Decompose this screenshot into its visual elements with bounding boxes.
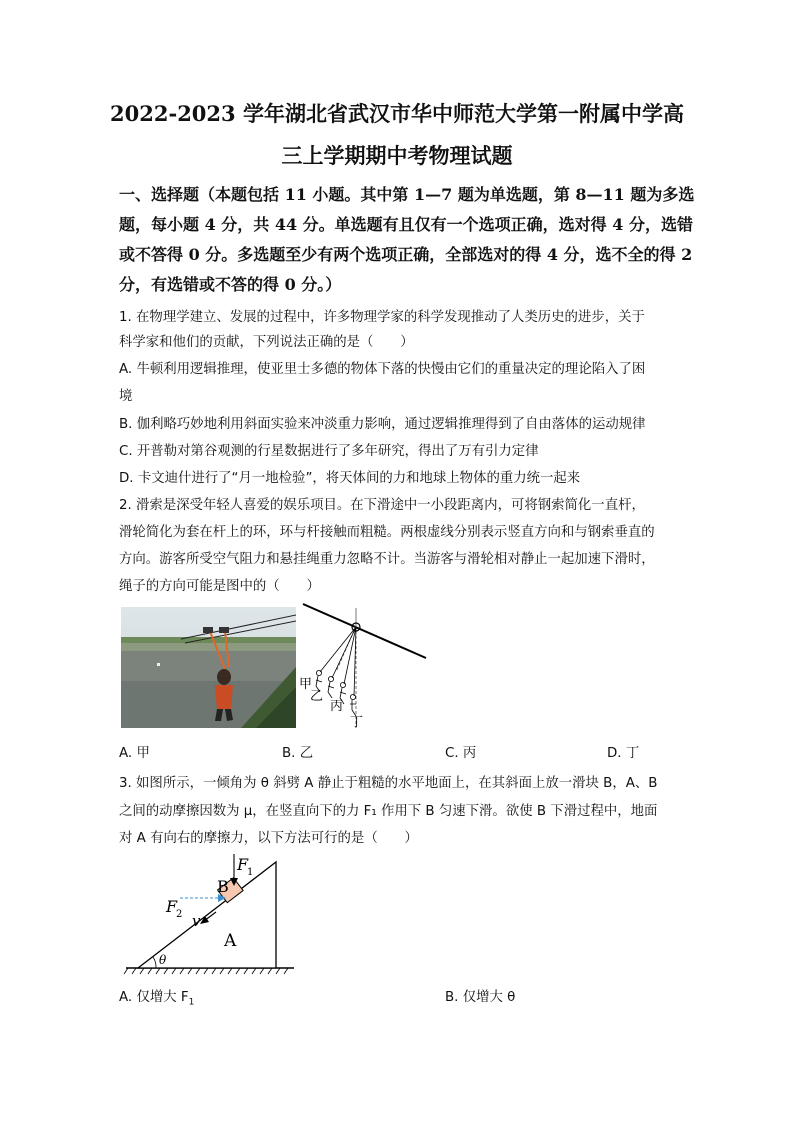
section-heading-line4: 分，有选错或不答的得 0 分。） bbox=[119, 275, 342, 294]
q1-option-c: C. 开普勒对第谷观测的行星数据进行了多年研究，得出了万有引力定律 bbox=[119, 444, 539, 459]
label-v: v bbox=[192, 912, 201, 930]
label-jia: 甲 bbox=[299, 677, 313, 692]
q2-option-b: B. 乙 bbox=[282, 746, 314, 761]
q3-option-b: B. 仅增大 θ bbox=[445, 990, 516, 1005]
q2-stem-line4: 绳子的方向可能是图中的（ ） bbox=[119, 579, 320, 594]
incline-diagram bbox=[120, 850, 300, 978]
q1-option-b: B. 伽利略巧妙地利用斜面实验来冲淡重力影响，通过逻辑推理得到了自由落体的运动规律 bbox=[119, 417, 646, 432]
q1-option-a-line2: 境 bbox=[119, 389, 133, 404]
section-heading-line2: 题，每小题 4 分，共 44 分。单选题有且仅有一个选项正确，选对得 4 分，选错 bbox=[119, 215, 693, 234]
q3-option-a bbox=[119, 986, 194, 1008]
q1-option-a-line1: A. 牛顿利用逻辑推理，使亚里士多德的物体下落的快慢由它们的重量决定的理论陷入了困 bbox=[119, 362, 646, 377]
q2-option-d: D. 丁 bbox=[607, 746, 640, 761]
label-f1: F bbox=[237, 855, 249, 874]
q2-option-c: C. 丙 bbox=[445, 746, 477, 761]
q1-stem-line2: 科学家和他们的贡献，下列说法正确的是（ ） bbox=[119, 335, 414, 350]
label-f1-sub: 1 bbox=[247, 867, 254, 878]
label-yi: 乙 bbox=[310, 689, 324, 704]
label-f2: F bbox=[166, 897, 178, 916]
label-b: B bbox=[217, 877, 229, 896]
q1-stem-line1: 1. 在物理学建立、发展的过程中，许多物理学家的科学发现推动了人类历史的进步，关于 bbox=[119, 310, 645, 325]
q2-stem-line3: 方向。游客所受空气阻力和悬挂绳重力忽略不计。当游客与滑轮相对静止一起加速下滑时， bbox=[119, 552, 655, 567]
label-theta: θ bbox=[159, 953, 167, 967]
page-title-line2: 三上学期期中考物理试题 bbox=[281, 143, 513, 168]
label-ding: 丁 bbox=[350, 715, 364, 730]
zipline-photo bbox=[121, 607, 296, 728]
q1-option-d: D. 卡文迪什进行了“月一地检验”，将天体间的力和地球上物体的重力统一起来 bbox=[119, 471, 581, 486]
q3-option-a-sub: 1 bbox=[188, 997, 195, 1008]
rope-direction-diagram bbox=[296, 600, 428, 730]
label-a: A bbox=[224, 931, 237, 951]
section-heading-line3: 或不答得 0 分。多选题至少有两个选项正确，全部选对的得 4 分，选不全的得 2 bbox=[119, 245, 693, 264]
label-f2-sub: 2 bbox=[176, 909, 183, 920]
q2-stem-line2: 滑轮简化为套在杆上的环，环与杆接触而粗糙。两根虚线分别表示竖直方向和与钢索垂直的 bbox=[119, 525, 655, 540]
q3-stem-line2: 之间的动摩擦因数为 μ，在竖直向下的力 F₁ 作用下 B 匀速下滑。欲使 B 下滑过程中，地面 bbox=[119, 804, 658, 819]
q3-stem-line1: 3. 如图所示，一倾角为 θ 斜劈 A 静止于粗糙的水平地面上，在其斜面上放一滑块 B，A、B bbox=[119, 776, 658, 791]
section-heading-line1: 一、选择题（本题包括 11 小题。其中第 1—7 题为单选题，第 8—11 题为多选 bbox=[119, 185, 695, 204]
q2-stem-line1: 2. 滑索是深受年轻人喜爱的娱乐项目。在下滑途中一小段距离内，可将钢索简化一直杆， bbox=[119, 498, 645, 513]
label-bing: 丙 bbox=[330, 699, 344, 714]
page-title-line1: 2022-2023 学年湖北省武汉市华中师范大学第一附属中学高 bbox=[110, 101, 684, 126]
q3-stem-line3: 对 A 有向右的摩擦力，以下方法可行的是（ ） bbox=[119, 831, 418, 846]
q2-option-a: A. 甲 bbox=[119, 746, 150, 761]
q3-option-a-text: A. 仅增大 F bbox=[119, 990, 189, 1005]
